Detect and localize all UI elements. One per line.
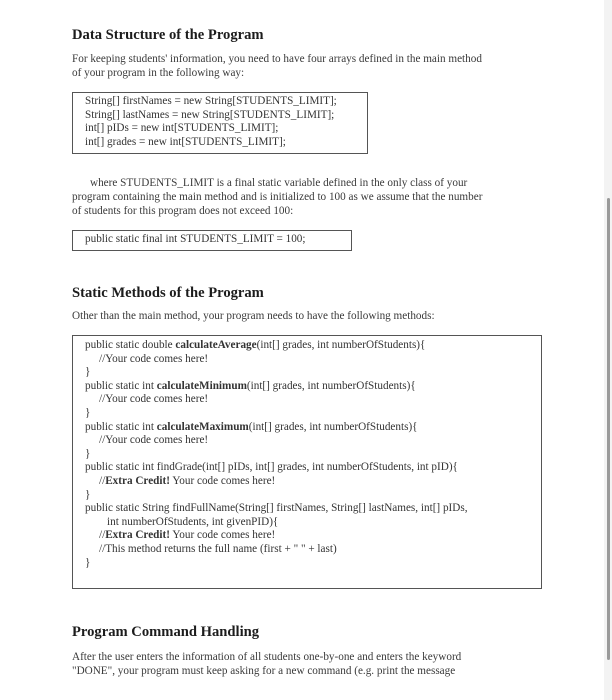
method-signature-maximum: public static int calculateMaximum(int[] grades, int numberOfStudents){ <box>85 420 418 433</box>
code-comment: //Extra Credit! Your code comes here! <box>99 474 276 487</box>
method-signature-find-grade: public static int findGrade(int[] pIDs, int[] grades, int numberOfStudents, int pID){ <box>85 461 458 474</box>
section-title-data-structure: Data Structure of the Program <box>72 27 264 43</box>
methods-code-box <box>72 335 542 589</box>
section-title-static-methods: Static Methods of the Program <box>72 285 264 301</box>
text-line: of your program in the following way: <box>72 67 245 79</box>
code-line: String[] firstNames = new String[STUDENTS_LIMIT]; <box>85 95 337 107</box>
code-closing-brace: } <box>85 447 91 460</box>
constant-code-box <box>72 230 352 251</box>
code-line: int[] pIDs = new int[STUDENTS_LIMIT]; <box>85 122 279 135</box>
text-line: Other than the main method, your program needs to have the following methods: <box>72 310 435 322</box>
code-comment: //Extra Credit! Your code comes here! <box>99 529 276 542</box>
code-comment: //Your code comes here! <box>99 352 209 365</box>
code-comment: //Your code comes here! <box>99 434 209 447</box>
text-line: "DONE", your program must keep asking for a new command (e.g. print the message <box>72 665 456 677</box>
code-line: int[] grades = new int[STUDENTS_LIMIT]; <box>85 135 286 148</box>
code-closing-brace: } <box>85 556 91 569</box>
section3-text <box>72 650 542 678</box>
text-line: where STUDENTS_LIMIT is a final static variable defined in the only class of your <box>90 177 468 189</box>
code-closing-brace: } <box>85 366 91 379</box>
method-signature-find-full-name: public static String findFullName(String[] firstNames, String[] lastNames, int[] pIDs, <box>85 502 468 515</box>
code-line: public static final int STUDENTS_LIMIT = 100; <box>85 233 306 245</box>
method-signature-minimum: public static int calculateMinimum(int[] grades, int numberOfStudents){ <box>85 379 416 392</box>
arrays-code-box <box>72 92 368 154</box>
text-line: For keeping students' information, you need to have four arrays defined in the main method <box>72 53 482 65</box>
code-line: String[] lastNames = new String[STUDENTS_LIMIT]; <box>85 108 335 121</box>
section1-intro <box>72 52 542 80</box>
method-signature-average: public static double calculateAverage(int[] grades, int numberOfStudents){ <box>85 339 426 351</box>
section-title-command-handling: Program Command Handling <box>72 624 260 640</box>
section2-intro <box>72 309 542 323</box>
text-line: After the user enters the information of all students one-by-one and enters the keyword <box>72 651 462 663</box>
code-comment: //This method returns the full name (first + " " + last) <box>99 542 337 555</box>
text-line: program containing the main method and is initialized to 100 as we assume that the number <box>72 191 483 203</box>
section1-explanation <box>72 176 542 218</box>
code-closing-brace: } <box>85 406 91 419</box>
text-line: of students for this program does not exceed 100: <box>72 205 294 217</box>
code-comment: //Your code comes here! <box>99 393 209 406</box>
code-closing-brace: } <box>85 488 91 501</box>
method-signature-continuation: int numberOfStudents, int givenPID){ <box>107 515 279 528</box>
vertical-scrollbar[interactable] <box>607 198 610 660</box>
